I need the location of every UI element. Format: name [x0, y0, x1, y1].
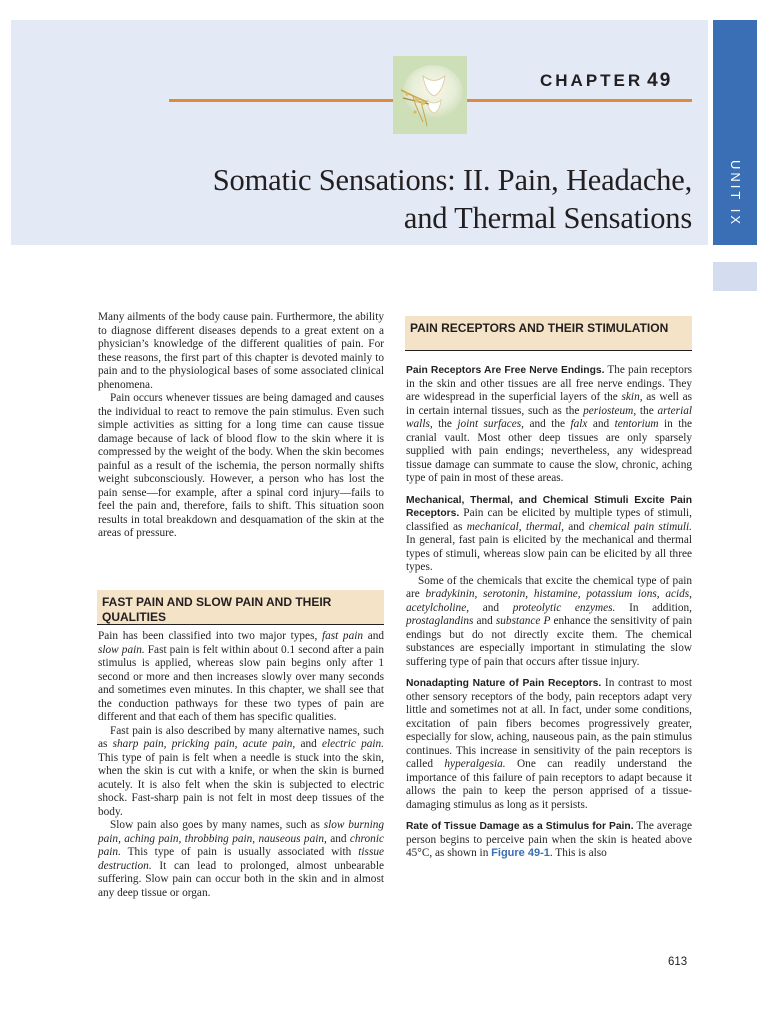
section-heading-fast-slow-pain: FAST PAIN AND SLOW PAIN AND THEIR QUALITIES: [97, 590, 384, 625]
unit-tab-marker: [713, 262, 757, 291]
fast-slow-paragraph-3: Slow pain also goes by many names, such as slow burning pain, aching pain, throbbing pain, nauseous pain, and chronic pain. This type of pain is usually associated with tissue destruction. It can lead to prolonged, almost unbearable suffering. Slow pain can occur both in the skin and in almost any deep tissue or organ.: [98, 819, 385, 899]
chapter-rule-left: [169, 99, 394, 102]
intro-paragraph-1: Many ailments of the body cause pain. Furthermore, the ability to diagnose different diseases depends to a great extent on a physician’s knowledge of the different qualities of pain. For these reasons, the first part of this chapter is devoted mainly to pain and to the physiological bases of some associated clinical phenomena.: [98, 311, 384, 391]
figure-49-1-link[interactable]: Figure 49-1: [491, 847, 550, 859]
chapter-label: CHAPTER 49: [540, 70, 673, 91]
section-heading-pain-receptors: PAIN RECEPTORS AND THEIR STIMULATION: [405, 316, 692, 351]
receptors-paragraph-1: Pain Receptors Are Free Nerve Endings. The pain receptors in the skin and other tissues are all free nerve endings. They are widespread in the superficial layers of the skin, as well as in certain internal tissues, such as the periosteum, the arterial walls, the joint surfaces, and the falx and tentorium in the cranial vault. Most other deep tissues are only sparsely supplied with pain endings; nevertheless, any widespread tissue damage can summate to cause the slow, chronic, aching type of pain in most of these areas.: [406, 364, 693, 484]
left-column-fast-slow: [98, 630, 384, 900]
right-column-body: [406, 364, 692, 861]
stimuli-paragraph: Mechanical, Thermal, and Chemical Stimuli Excite Pain Receptors. Pain can be elicited by multiple types of stimuli, classified as mechanical, thermal, and chemical pain stimuli. In general, fast pain is elicited by the mechanical and thermal types of stimuli, whereas slow pain can be elicited by all three types.: [406, 494, 692, 573]
chapter-rule-right: [466, 99, 692, 102]
intro-paragraph-2: Pain occurs whenever tissues are being damaged and causes the individual to react to remove the pain stimulus. Even such simple activities as sitting for a long time can cause tissue damage because of lack of blood flow to the skin where it is compressed by the weight of the body. When the skin becomes painful as a result of the ischemia, the person normally shifts weight subconsciously. However, a person who has lost the pain sense—for example, after a spinal cord injury—fails to feel the pain and, therefore, fails to shift. This situation soon results in total breakdown and desquamation of the skin at the areas of pressure.: [98, 392, 384, 539]
spinal-cord-cross-section-icon: [393, 56, 467, 134]
page-number: 613: [668, 956, 688, 968]
chapter-title-line-1: Somatic Sensations: II. Pain, Headache,: [212, 163, 692, 197]
unit-side-tab: [713, 20, 757, 245]
fast-slow-paragraph-2: Fast pain is also described by many alternative names, such as sharp pain, pricking pain, acute pain, and electric pain. This type of pain is felt when a needle is stuck into the skin, when the skin is cut with a knife, or when the skin is burned acutely. It is also felt when the skin is subjected to electric shock. Fast-sharp pain is not felt in most deep tissues of the body.: [98, 724, 384, 818]
fast-slow-paragraph-1: Pain has been classified into two major types, fast pain and slow pain. Fast pain is felt within about 0.1 second after a pain stimulus is applied, whereas slow pain begins only after 1 second or more and then increases slowly over many seconds and sometimes even minutes. In this chapter, we shall see that the conduction pathways for these two types of pain are different and that each of them has specific qualities.: [98, 630, 385, 723]
unit-label: UNIT IX: [727, 159, 743, 227]
left-column-intro: [98, 311, 384, 541]
nonadapting-paragraph: Nonadapting Nature of Pain Receptors. In contrast to most other sensory receptors of the body, pain receptors adapt very little and sometimes not at all. In fact, under some conditions, excitation of pain fibers becomes progressively greater, especially for slow, aching, nauseous pain, as the pain stimulus continues. This increase in sensitivity of the pain receptors is called hyperalgesia. One can readily understand the importance of this failure of pain receptors to adapt because it allows the pain to keep the person apprised of a tissue-damaging stimulus as long as it persists.: [406, 677, 692, 811]
chemicals-paragraph: Some of the chemicals that excite the chemical type of pain are bradykinin, serotonin, histamine, potassium ions, acids, acetylcholine, and proteolytic enzymes. In addition, prostaglandins and substance P enhance the sensitivity of pain endings but do not directly excite them. The chemical substances are especially important in stimulating the slow suffering type of pain that occurs after tissue injury.: [406, 574, 692, 668]
chapter-title-line-2: and Thermal Sensations: [403, 201, 692, 235]
chapter-number: 49: [647, 70, 673, 91]
tissue-damage-paragraph: Rate of Tissue Damage as a Stimulus for Pain. The average person begins to perceive pain when the skin is heated above 45°C, as shown in Figure 49-1. This is also: [406, 820, 692, 859]
